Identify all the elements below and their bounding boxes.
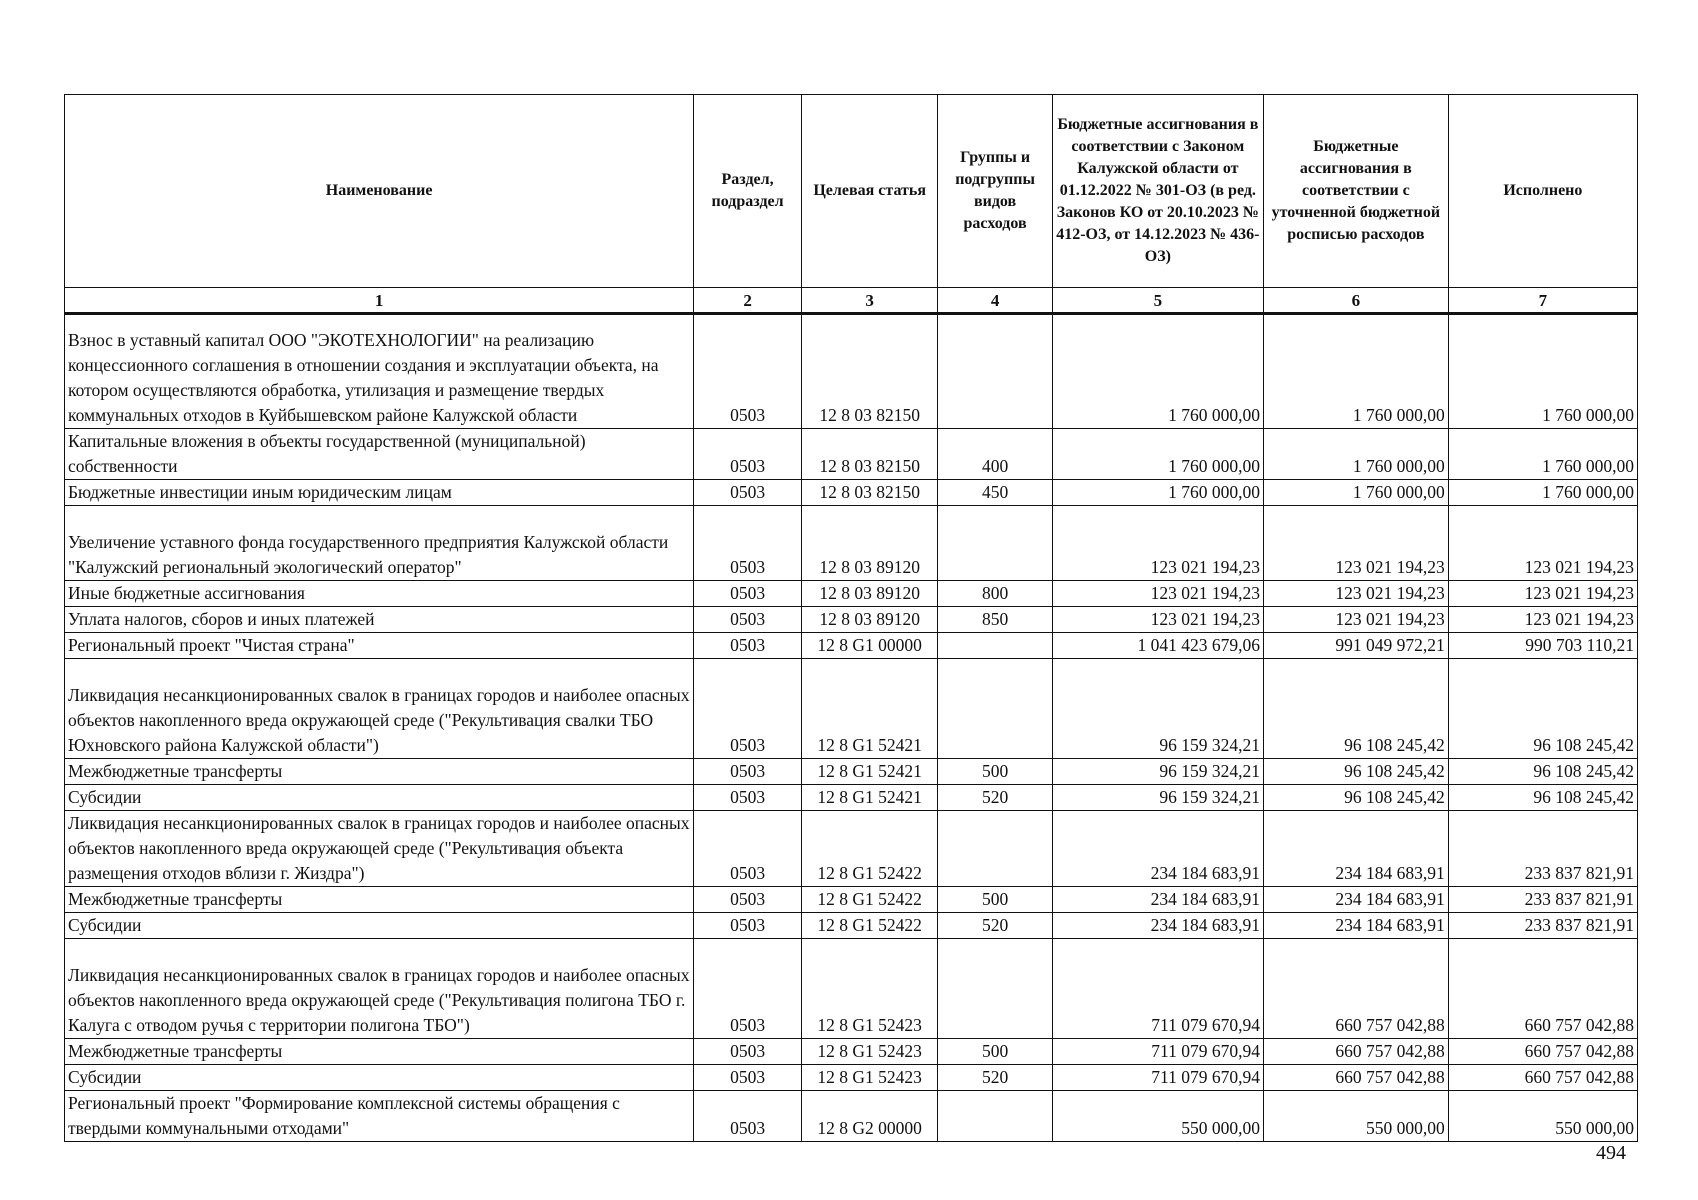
row-law-amount: 96 159 324,21 [1052,785,1263,811]
row-section: 0503 [694,939,802,1039]
row-section: 0503 [694,506,802,581]
row-law-amount: 123 021 194,23 [1052,607,1263,633]
column-number: 6 [1263,288,1448,314]
row-law-amount: 1 760 000,00 [1052,480,1263,506]
row-target: 12 8 G1 52421 [801,659,937,759]
row-law-amount: 234 184 683,91 [1052,811,1263,887]
table-row [65,939,1638,1039]
row-name: Бюджетные инвестиции иным юридическим лицам [65,480,694,506]
row-name: Иные бюджетные ассигнования [65,581,694,607]
column-number: 7 [1448,288,1637,314]
row-name: Региональный проект "Чистая страна" [65,633,694,659]
row-section: 0503 [694,659,802,759]
row-executed-amount: 660 757 042,88 [1448,939,1637,1039]
row-target: 12 8 03 82150 [801,429,937,480]
row-executed-amount: 660 757 042,88 [1448,1039,1637,1065]
row-group [938,939,1052,1039]
row-refined-amount: 1 760 000,00 [1263,480,1448,506]
table-row [65,887,1638,913]
row-group [938,633,1052,659]
row-executed-amount: 123 021 194,23 [1448,506,1637,581]
row-name: Взнос в уставный капитал ООО "ЭКОТЕХНОЛОГИИ" на реализацию концессионного соглашения в отношении создания и эксплуатации объекта, на котором осуществляются обработка, утилизация и размещение твердых коммунальных отходов в Куйбышевском районе Калужской области [65,314,694,429]
row-name: Ликвидация несанкционированных свалок в границах городов и наиболее опасных объектов накопленного вреда окружающей среде ("Рекультивация свалки ТБО Юхновского района Калужской области") [65,659,694,759]
row-refined-amount: 96 108 245,42 [1263,659,1448,759]
table-row [65,633,1638,659]
row-law-amount: 1 760 000,00 [1052,314,1263,429]
row-group: 400 [938,429,1052,480]
row-name: Ликвидация несанкционированных свалок в границах городов и наиболее опасных объектов накопленного вреда окружающей среде ("Рекультивация объекта размещения отходов вблизи г. Жиздра") [65,811,694,887]
table-row [65,506,1638,581]
row-refined-amount: 123 021 194,23 [1263,607,1448,633]
row-target: 12 8 03 82150 [801,314,937,429]
row-section: 0503 [694,785,802,811]
row-group: 450 [938,480,1052,506]
row-section: 0503 [694,887,802,913]
table-body [65,314,1638,1142]
table-row [65,429,1638,480]
table-row [65,759,1638,785]
row-law-amount: 96 159 324,21 [1052,759,1263,785]
row-executed-amount: 123 021 194,23 [1448,581,1637,607]
row-law-amount: 123 021 194,23 [1052,581,1263,607]
row-executed-amount: 123 021 194,23 [1448,607,1637,633]
row-target: 12 8 G1 52423 [801,1065,937,1091]
column-number: 2 [694,288,802,314]
row-law-amount: 711 079 670,94 [1052,1065,1263,1091]
row-executed-amount: 96 108 245,42 [1448,785,1637,811]
row-target: 12 8 G1 52422 [801,811,937,887]
row-group: 520 [938,913,1052,939]
row-group: 500 [938,759,1052,785]
row-group: 520 [938,1065,1052,1091]
row-executed-amount: 96 108 245,42 [1448,759,1637,785]
row-refined-amount: 96 108 245,42 [1263,785,1448,811]
row-law-amount: 234 184 683,91 [1052,887,1263,913]
page-number: 494 [1596,1142,1626,1164]
column-numbers-row [65,288,1638,314]
row-law-amount: 1 760 000,00 [1052,429,1263,480]
row-executed-amount: 1 760 000,00 [1448,429,1637,480]
row-executed-amount: 233 837 821,91 [1448,913,1637,939]
row-name: Ликвидация несанкционированных свалок в границах городов и наиболее опасных объектов накопленного вреда окружающей среде ("Рекультивация полигона ТБО г. Калуга с отводом ручья с территории полигона ТБО") [65,939,694,1039]
row-target: 12 8 03 89120 [801,607,937,633]
row-refined-amount: 234 184 683,91 [1263,887,1448,913]
header-law-allocations: Бюджетные ассигнования в соответствии с Законом Калужской области от 01.12.2022 № 301-ОЗ (в ред. Законов КО от 20.10.2023 № 412-ОЗ, от 14.12.2023 № 436-ОЗ) [1052,95,1263,288]
row-refined-amount: 550 000,00 [1263,1091,1448,1142]
row-group: 850 [938,607,1052,633]
row-section: 0503 [694,314,802,429]
table-row [65,1091,1638,1142]
table-row [65,581,1638,607]
row-refined-amount: 660 757 042,88 [1263,1065,1448,1091]
row-section: 0503 [694,581,802,607]
row-target: 12 8 G1 52421 [801,759,937,785]
row-executed-amount: 96 108 245,42 [1448,659,1637,759]
header-target: Целевая статья [801,95,937,288]
column-number: 5 [1052,288,1263,314]
row-executed-amount: 233 837 821,91 [1448,811,1637,887]
row-executed-amount: 660 757 042,88 [1448,1065,1637,1091]
row-name: Увеличение уставного фонда государственного предприятия Калужской области "Калужский региональный экологический оператор" [65,506,694,581]
row-target: 12 8 G2 00000 [801,1091,937,1142]
table-row [65,1039,1638,1065]
row-law-amount: 711 079 670,94 [1052,939,1263,1039]
table-header [65,95,1638,314]
row-group [938,811,1052,887]
row-group [938,659,1052,759]
row-section: 0503 [694,480,802,506]
row-refined-amount: 660 757 042,88 [1263,1039,1448,1065]
row-law-amount: 234 184 683,91 [1052,913,1263,939]
row-law-amount: 123 021 194,23 [1052,506,1263,581]
row-section: 0503 [694,1039,802,1065]
row-group [938,506,1052,581]
row-target: 12 8 G1 52423 [801,1039,937,1065]
row-target: 12 8 G1 52421 [801,785,937,811]
row-name: Региональный проект "Формирование комплексной системы обращения с твердыми коммунальными отходами" [65,1091,694,1142]
row-refined-amount: 1 760 000,00 [1263,429,1448,480]
row-law-amount: 1 041 423 679,06 [1052,633,1263,659]
row-executed-amount: 1 760 000,00 [1448,480,1637,506]
column-number: 1 [65,288,694,314]
header-name: Наименование [65,95,694,288]
row-executed-amount: 990 703 110,21 [1448,633,1637,659]
row-law-amount: 550 000,00 [1052,1091,1263,1142]
row-group: 500 [938,1039,1052,1065]
row-name: Субсидии [65,785,694,811]
row-name: Капитальные вложения в объекты государственной (муниципальной) собственности [65,429,694,480]
row-target: 12 8 03 89120 [801,581,937,607]
row-executed-amount: 550 000,00 [1448,1091,1637,1142]
budget-table [64,94,1638,1142]
table-row [65,480,1638,506]
row-target: 12 8 G1 52422 [801,913,937,939]
row-section: 0503 [694,607,802,633]
row-name: Межбюджетные трансферты [65,759,694,785]
row-refined-amount: 96 108 245,42 [1263,759,1448,785]
header-groups: Группы и подгруппы видов расходов [938,95,1052,288]
row-refined-amount: 123 021 194,23 [1263,506,1448,581]
row-name: Субсидии [65,913,694,939]
row-refined-amount: 234 184 683,91 [1263,913,1448,939]
table-row [65,659,1638,759]
row-target: 12 8 G1 52423 [801,939,937,1039]
row-target: 12 8 G1 00000 [801,633,937,659]
table-row [65,1065,1638,1091]
row-group: 520 [938,785,1052,811]
row-section: 0503 [694,811,802,887]
row-executed-amount: 1 760 000,00 [1448,314,1637,429]
row-group [938,314,1052,429]
column-number: 4 [938,288,1052,314]
row-section: 0503 [694,633,802,659]
row-group: 500 [938,887,1052,913]
row-section: 0503 [694,1091,802,1142]
header-refined-allocations: Бюджетные ассигнования в соответствии с уточненной бюджетной росписью расходов [1263,95,1448,288]
row-law-amount: 96 159 324,21 [1052,659,1263,759]
column-number: 3 [801,288,937,314]
row-refined-amount: 660 757 042,88 [1263,939,1448,1039]
row-section: 0503 [694,759,802,785]
row-group [938,1091,1052,1142]
row-name: Субсидии [65,1065,694,1091]
row-refined-amount: 123 021 194,23 [1263,581,1448,607]
row-section: 0503 [694,1065,802,1091]
table-row [65,913,1638,939]
row-name: Уплата налогов, сборов и иных платежей [65,607,694,633]
row-section: 0503 [694,429,802,480]
header-executed: Исполнено [1448,95,1637,288]
table-row [65,811,1638,887]
row-target: 12 8 03 82150 [801,480,937,506]
row-law-amount: 711 079 670,94 [1052,1039,1263,1065]
header-section: Раздел, подраздел [694,95,802,288]
table-row [65,314,1638,429]
row-group: 800 [938,581,1052,607]
row-section: 0503 [694,913,802,939]
row-refined-amount: 1 760 000,00 [1263,314,1448,429]
table-row [65,607,1638,633]
row-executed-amount: 233 837 821,91 [1448,887,1637,913]
table-row [65,785,1638,811]
row-target: 12 8 G1 52422 [801,887,937,913]
row-target: 12 8 03 89120 [801,506,937,581]
row-name: Межбюджетные трансферты [65,887,694,913]
row-refined-amount: 234 184 683,91 [1263,811,1448,887]
row-refined-amount: 991 049 972,21 [1263,633,1448,659]
row-name: Межбюджетные трансферты [65,1039,694,1065]
